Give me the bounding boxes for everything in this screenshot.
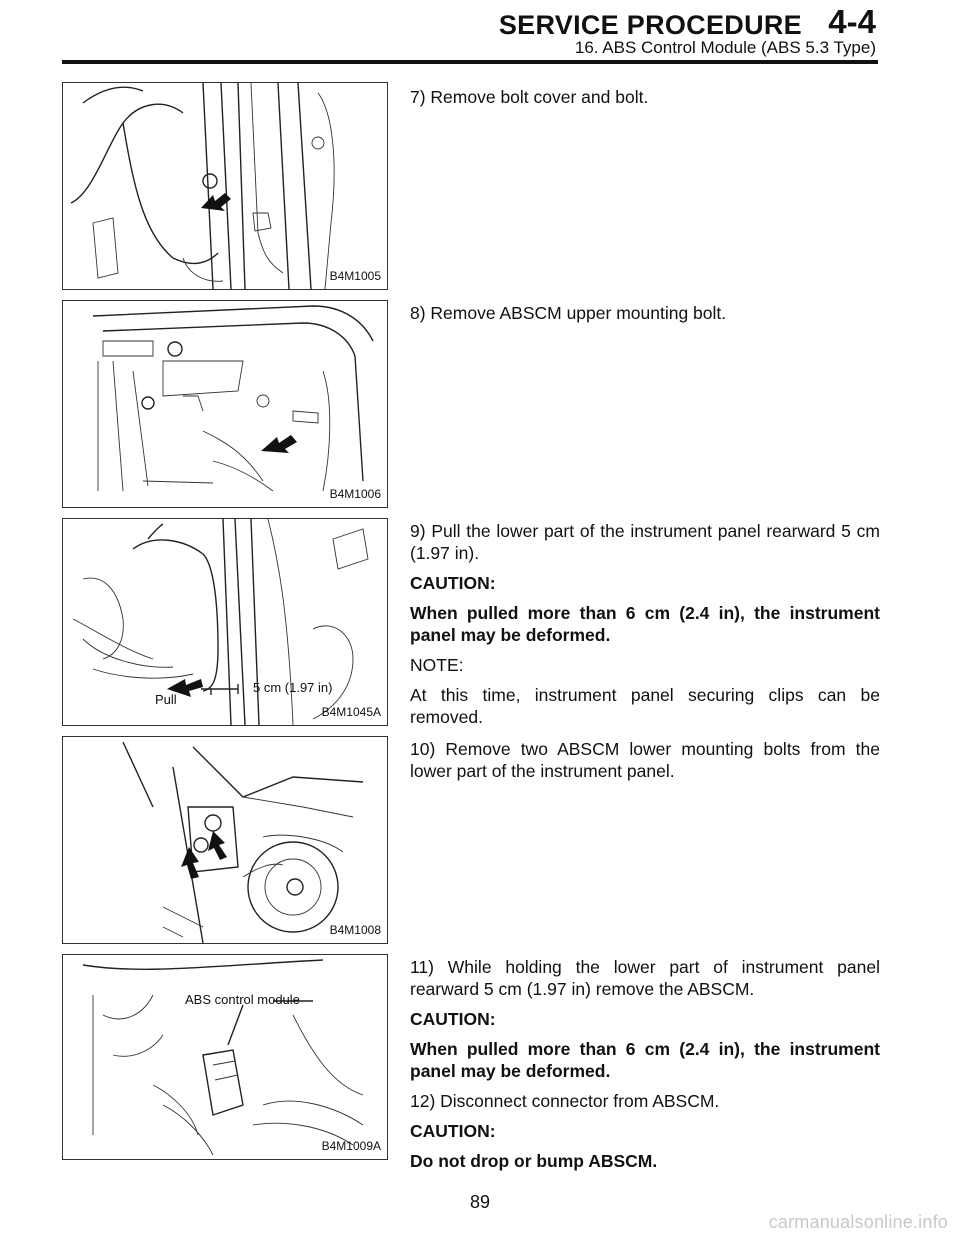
figure-code: B4M1045A — [321, 705, 381, 719]
figure-code: B4M1005 — [329, 269, 381, 283]
step-7: 7) Remove bolt cover and bolt. — [410, 87, 649, 107]
figure-upper-bolt — [62, 300, 388, 508]
step-7-block — [410, 86, 880, 116]
step-8-block — [410, 302, 880, 332]
note-text: At this time, instrument panel securing clips can be removed. — [410, 685, 880, 727]
caution-heading: CAUTION: — [410, 573, 496, 593]
step-10: 10) Remove two ABSCM lower mounting bolts from the lower part of the instrument panel. — [410, 739, 880, 781]
figure-code: B4M1009A — [321, 1139, 381, 1153]
figure-lower-bolts-illustration — [63, 737, 387, 943]
figure-pull-panel — [62, 518, 388, 726]
section-code: 4-4 — [828, 3, 876, 40]
caution-text: Do not drop or bump ABSCM. — [410, 1151, 658, 1171]
caution-text: When pulled more than 6 cm (2.4 in), the instrument panel may be deformed. — [410, 603, 880, 645]
figure-pull-panel-illustration — [63, 519, 387, 725]
note-heading: NOTE: — [410, 655, 464, 675]
figure-upper-bolt-illustration — [63, 301, 387, 507]
figure-remove-abscm — [62, 954, 388, 1160]
step-9: 9) Pull the lower part of the instrument panel rearward 5 cm (1.97 in). — [410, 521, 880, 563]
watermark: carmanualsonline.info — [768, 1212, 948, 1232]
figure-remove-abscm-illustration — [63, 955, 387, 1159]
caution-heading: CAUTION: — [410, 1009, 496, 1029]
abs-module-label: ABS control module — [185, 992, 300, 1007]
step-11: 11) While holding the lower part of instrument panel rearward 5 cm (1.97 in) remove the ABSCM. — [410, 957, 880, 999]
step-12: 12) Disconnect connector from ABSCM. — [410, 1091, 720, 1111]
step-8: 8) Remove ABSCM upper mounting bolt. — [410, 303, 727, 323]
caution-text: When pulled more than 6 cm (2.4 in), the instrument panel may be deformed. — [410, 1039, 880, 1081]
section-title: SERVICE PROCEDURE — [498, 10, 802, 40]
page-number: 89 — [469, 1192, 491, 1212]
figure-bolt-cover-illustration — [63, 83, 387, 289]
header-rule — [62, 60, 878, 64]
step-9-block — [410, 520, 880, 736]
step-11-block — [410, 956, 880, 1180]
pull-label: Pull — [155, 692, 177, 707]
figure-bolt-cover — [62, 82, 388, 290]
figure-lower-bolts — [62, 736, 388, 944]
figure-code: B4M1006 — [329, 487, 381, 501]
step-10-block — [410, 738, 880, 790]
distance-label: 5 cm (1.97 in) — [253, 680, 333, 695]
figure-code: B4M1008 — [329, 923, 381, 937]
section-subtitle: 16. ABS Control Module (ABS 5.3 Type) — [574, 38, 876, 57]
caution-heading: CAUTION: — [410, 1121, 496, 1141]
